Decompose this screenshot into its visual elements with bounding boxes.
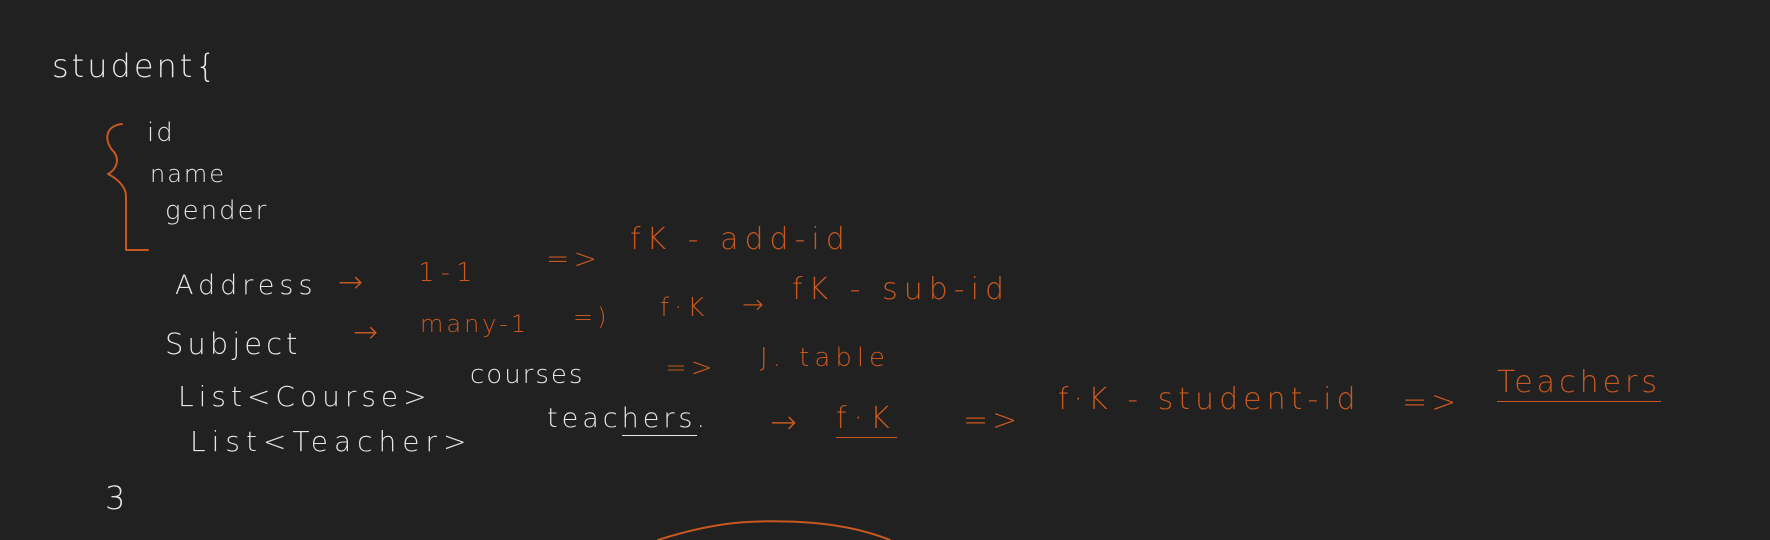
relation-teacher-field-prefix: teac: [547, 403, 622, 434]
relation-subject-fk: f·K: [660, 293, 710, 323]
relation-teacher-field: [547, 405, 709, 432]
bottom-arc: [658, 521, 890, 540]
relation-teacher-field-suffix: .: [696, 403, 710, 434]
relation-teacher-target: [1497, 365, 1661, 400]
field-gender: gender: [165, 196, 269, 226]
class-header: student{: [52, 47, 219, 85]
relation-address-implies: =>: [546, 242, 601, 275]
field-group-brace: [107, 124, 148, 250]
relation-subject-label: Subject: [165, 327, 302, 361]
relation-address-label: Address: [175, 270, 318, 301]
relation-teacher-implies-2: =>: [1402, 385, 1461, 420]
relation-course-label: List<Course>: [178, 380, 432, 413]
relation-subject-arrow-2: →: [742, 290, 768, 320]
relation-teacher-implies: =>: [963, 403, 1022, 438]
relation-address-mapping: 1-1: [418, 258, 479, 288]
relation-teacher-target-text: Teachers: [1497, 365, 1661, 400]
relation-subject-result: fK - sub-id: [792, 272, 1011, 307]
field-name: name: [150, 160, 227, 188]
relation-teacher-arrow: →: [770, 403, 801, 441]
relation-teacher-fk-text: f·K: [836, 401, 897, 436]
relation-course-field: courses: [470, 360, 585, 390]
relation-teacher-label: List<Teacher>: [190, 425, 473, 458]
relation-subject-implies: =): [573, 303, 611, 331]
relation-teacher-field-underlined: hers: [621, 403, 697, 434]
relation-course-implies: =>: [665, 353, 717, 383]
relation-teacher-fk: [836, 401, 897, 436]
relation-subject-arrow: →: [353, 315, 383, 350]
relation-teacher-result: f·K - student-id: [1058, 382, 1361, 417]
class-closing: 3: [105, 479, 130, 517]
relation-subject-mapping: many-1: [420, 310, 530, 338]
field-id: id: [147, 118, 175, 148]
relation-address-result: fK - add-id: [630, 222, 851, 257]
relation-course-result: J. table: [760, 343, 891, 373]
relation-address-arrow: →: [338, 265, 368, 300]
